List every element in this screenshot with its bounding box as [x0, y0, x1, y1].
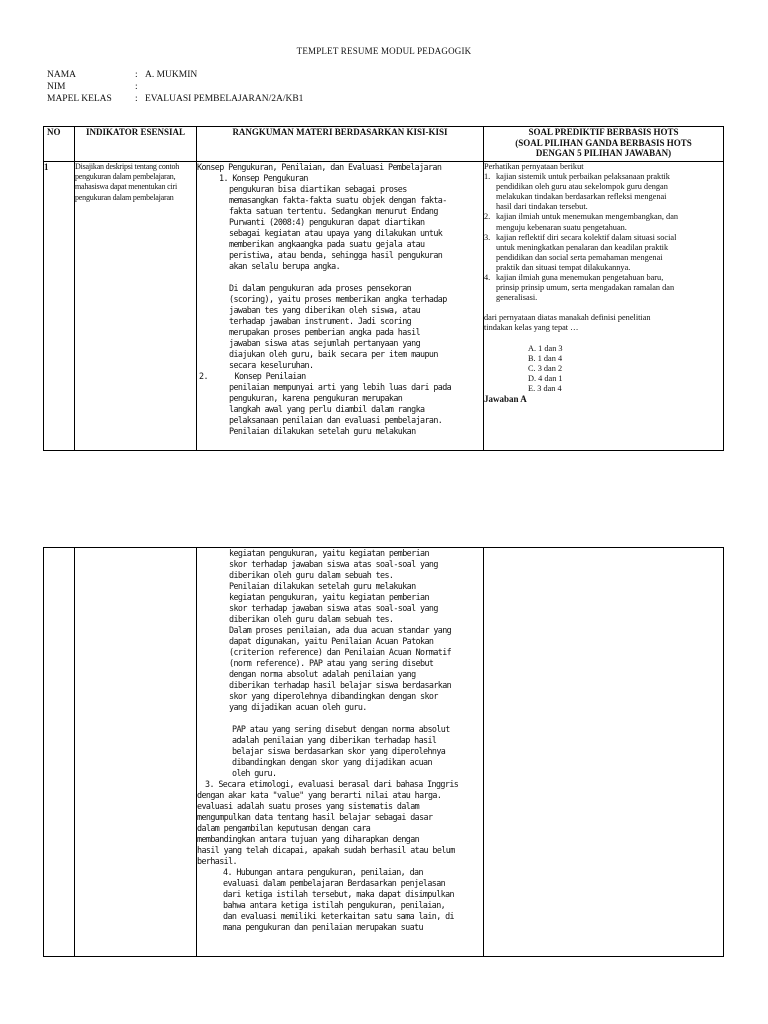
materi-line: kegiatan pengukuran, yaitu kegiatan pemberian: [229, 592, 429, 602]
question-line: dari pernyataan diatas manakah definisi penelitian: [484, 313, 651, 323]
materi-line: dengan norma absolut adalah penilaian yang: [229, 669, 416, 679]
option-letter: A.: [528, 343, 537, 353]
statement-line: pendidikan dan social serta pemahaman mengenai: [496, 252, 663, 262]
materi-line: Penilaian dilakukan setelah guru melakukan: [229, 581, 416, 591]
materi-line: Di dalam pengukuran ada proses pensekoran: [229, 283, 412, 293]
resume-table-page-1: [43, 126, 724, 451]
materi-line: dengan akar kata "value" yang berarti nilai atau harga.: [197, 790, 442, 800]
statement-line: menguju kebenaran suatu pengetahuan.: [496, 222, 627, 232]
materi-line: evaluasi adalah suatu proses yang sistematis dalam: [197, 801, 420, 811]
option-text: 1 dan 3: [538, 343, 563, 353]
answer-option: [484, 384, 723, 394]
materi-line: [197, 713, 483, 724]
materi-line: 2. Konsep Penilaian: [199, 371, 306, 381]
materi-line: berhasil.: [197, 856, 237, 866]
statement-line: kajian ilmiah guna menemukan pengetahuan baru,: [496, 273, 664, 283]
materi-line: [197, 272, 483, 283]
soal-statement: [484, 233, 723, 273]
materi-line: pelaksanaan penilaian dan evaluasi pembelajaran.: [229, 415, 443, 425]
materi-line: Konsep Pengukuran, Penilaian, dan Evaluasi Pembelajaran: [197, 162, 442, 172]
option-text: 4 dan 1: [538, 373, 563, 383]
answer-option: [484, 344, 723, 354]
materi-line: membandingkan antara tujuan yang diharapkan dengan: [197, 834, 420, 844]
materi-line: adalah penilaian yang diberikan terhadap hasil: [232, 735, 437, 745]
materi-line: (norm reference). PAP atau yang sering disebut: [229, 658, 434, 668]
header-soal-line: DENGAN 5 PILIHAN JAWABAN): [535, 148, 672, 158]
option-letter: D.: [528, 373, 537, 383]
materi-line: 3. Secara etimologi, evaluasi berasal dari bahasa Inggris: [205, 779, 459, 789]
statement-line: kajian reflektif diri secara kolektif dalam situasi social: [496, 232, 677, 242]
materi-line: secara keseluruhan.: [229, 360, 314, 370]
materi-line: dan evaluasi memiliki keterkaitan satu sama lain, di: [223, 911, 454, 921]
resume-table-page-2: [43, 547, 724, 957]
materi-cell-page-1: [197, 162, 484, 451]
statement-line: kajian sistemik untuk perbaikan pelaksanaan praktik: [496, 172, 670, 182]
materi-line: merupakan proses pemberian angka pada hasil: [229, 327, 421, 337]
meta-row-nama: [47, 70, 197, 80]
answer-option: [484, 374, 723, 384]
header-no: NO: [44, 127, 75, 162]
materi-line: dalam pengambilan keputusan dengan cara: [197, 823, 371, 833]
header-soal-line: SOAL PREDIKTIF BERBASIS HOTS: [528, 127, 679, 137]
materi-line: 1. Konsep Pengukuran: [219, 173, 308, 183]
materi-line: skor terhadap jawaban siswa atas soal-soal yang: [229, 559, 438, 569]
soal-intro: Perhatikan pernyataan berikut: [484, 162, 584, 171]
meta-row-nim: [47, 82, 145, 92]
meta-value: EVALUASI PEMBELAJARAN/2A/KB1: [145, 94, 304, 104]
materi-line: dibandingkan dengan skor yang dijadikan acuan: [232, 757, 432, 767]
materi-line: memberikan angkaangka pada suatu gejala atau: [229, 239, 425, 249]
statement-line: generalisasi.: [496, 293, 538, 303]
materi-line: pengukuran, karena pengukuran merupakan: [229, 393, 403, 403]
materi-line: langkah awal yang perlu diambil dalam rangka: [229, 404, 425, 414]
spacer: [484, 303, 723, 313]
meta-row-mapel: [47, 94, 303, 104]
option-letter: C.: [528, 363, 536, 373]
statement-line: kajian ilmiah untuk menemukan mengembangkan, dan: [496, 212, 679, 222]
materi-line: akan selalu berupa angka.: [229, 261, 341, 271]
materi-line: (criterion reference) dan Penilaian Acuan Normatif: [229, 647, 452, 657]
statement-number: 2.: [484, 212, 491, 222]
materi-line: hasil yang telah dicapai, apakah sudah berhasil atau belum: [197, 845, 455, 855]
materi-line: Penilaian dilakukan setelah guru melakukan: [229, 426, 416, 436]
question-line: tindakan kelas yang tepat …: [484, 323, 579, 333]
meta-separator: :: [135, 94, 138, 104]
page-title: TEMPLET RESUME MODUL PEDAGOGIK: [296, 46, 472, 56]
materi-line: Dalam proses penilaian, ada dua acuan standar yang: [229, 625, 452, 635]
materi-line: (scoring), yaitu proses memberikan angka terhadap: [229, 294, 447, 304]
materi-line: 4. Hubungan antara pengukuran, penilaian, dan: [223, 867, 423, 877]
statement-line: untuk meningkatkan penalaran dan keadilan praktik: [496, 242, 669, 252]
materi-line: memasangkan fakta-fakta suatu objek dengan fakta-: [229, 195, 447, 205]
table-row: [44, 162, 724, 451]
statement-number: 1.: [484, 172, 491, 182]
spacer: [484, 334, 723, 344]
statement-line: pendidikan oleh guru atau sekelompok guru dengan: [496, 182, 668, 192]
header-soal-line: (SOAL PILIHAN GANDA BERBASIS HOTS: [515, 137, 692, 148]
materi-line: Purwanti (2008:4) pengukuran dapat diartikan: [229, 217, 425, 227]
statement-line: prinsip prinsip umum, serta mengadakan ramalan dan: [496, 283, 675, 293]
materi-line: diberikan oleh guru dalam sebuah tes.: [229, 614, 394, 624]
option-text: 1 dan 4: [537, 353, 563, 363]
materi-line: terhadap jawaban instrument. Jadi scoring: [229, 316, 412, 326]
option-text: 3 dan 4: [537, 383, 562, 393]
materi-line: peristiwa, atau benda, sehingga hasil pengukuran: [229, 250, 443, 260]
materi-line: kegiatan pengukuran, yaitu kegiatan pemberian: [229, 548, 429, 558]
answer-key: Jawaban A: [484, 393, 527, 404]
statement-text: [496, 273, 674, 303]
soal-statement: [484, 273, 723, 303]
table-row: [44, 548, 724, 957]
answer-option: [484, 354, 723, 364]
meta-key: NIM: [47, 82, 66, 92]
materi-line: sebagai kegiatan atau upaya yang dilakukan untuk: [229, 228, 443, 238]
answer-option: [484, 364, 723, 374]
materi-line: pengukuran bisa diartikan sebagai proses: [229, 184, 407, 194]
materi-line: bahwa antara ketiga istilah pengukuran, penilaian,: [223, 900, 446, 910]
materi-line: diberikan terhadap hasil belajar siswa berdasarkan: [229, 680, 452, 690]
option-letter: B.: [528, 353, 536, 363]
meta-separator: :: [135, 82, 138, 92]
materi-line: jawaban tes yang diberikan oleh siswa, atau: [229, 305, 421, 315]
indikator-empty: [75, 548, 197, 957]
materi-line: belajar siswa berdasarkan skor yang diperolehnya: [232, 746, 446, 756]
materi-line: mana pengukuran dan penilaian merupakan suatu: [223, 922, 423, 932]
statement-text: [496, 212, 678, 232]
soal-statement: [484, 212, 723, 232]
materi-line: PAP atau yang sering disebut dengan norma absolut: [232, 724, 450, 734]
indikator-text: Disajikan deskripsi tentang contoh pengukuran dalam pembelajaran, mahasiswa dapat menentukan ciri pengukuran dalam pembelajaran: [75, 162, 197, 451]
statement-line: melakukan tindakan berdasarkan refleksi mengenai: [496, 192, 667, 202]
statement-text: [496, 233, 676, 273]
meta-key: NAMA: [47, 70, 77, 80]
option-text: 3 dan 2: [537, 363, 563, 373]
statement-line: praktik dan situasi tempat dilakukannya.: [496, 262, 631, 272]
row-number: 1: [44, 162, 75, 451]
statement-line: hasil dari tindakan tersebut.: [496, 202, 588, 212]
materi-line: diajukan oleh guru, baik secara per item maupun: [229, 349, 438, 359]
materi-line: diberikan oleh guru dalam sebuah tes.: [229, 570, 394, 580]
materi-line: yang dijadikan acuan oleh guru.: [229, 702, 367, 712]
row-number-empty: [44, 548, 75, 957]
meta-key: MAPEL KELAS: [47, 94, 112, 104]
statement-number: 3.: [484, 232, 491, 242]
materi-line: evaluasi dalam pembelajaran Berdasarkan penjelasan: [223, 878, 446, 888]
materi-line: skor terhadap jawaban siswa atas soal-soal yang: [229, 603, 438, 613]
header-indikator: INDIKATOR ESENSIAL: [75, 127, 197, 162]
soal-cell: [484, 162, 724, 451]
table-header-row: [44, 127, 724, 162]
header-rangkuman: RANGKUMAN MATERI BERDASARKAN KISI-KISI: [197, 127, 484, 162]
soal-statement: [484, 172, 723, 212]
materi-line: jawaban siswa atas sejumlah pertanyaan yang: [229, 338, 421, 348]
option-letter: E.: [528, 383, 536, 393]
materi-line: fakta satuan tertentu. Sedangkan menurut Endang: [229, 206, 438, 216]
meta-value: A. MUKMIN: [145, 70, 198, 80]
meta-separator: :: [135, 70, 138, 80]
materi-line: mengumpulkan data tentang hasil belajar sebagai dasar: [197, 812, 433, 822]
statement-text: [496, 172, 670, 212]
materi-line: dapat digunakan, yaitu Penilaian Acuan Patokan: [229, 636, 434, 646]
materi-line: oleh guru.: [232, 768, 277, 778]
header-soal: [484, 127, 724, 162]
statement-number: 4.: [484, 273, 491, 283]
materi-cell-page-2: [197, 548, 484, 957]
soal-empty: [484, 548, 724, 957]
materi-line: skor yang diperolehnya dibandingkan dengan skor: [229, 691, 438, 701]
materi-line: penilaian mempunyai arti yang lebih luas dari pada: [229, 382, 452, 392]
materi-line: dari ketiga istilah tersebut, maka dapat disimpulkan: [223, 889, 454, 899]
